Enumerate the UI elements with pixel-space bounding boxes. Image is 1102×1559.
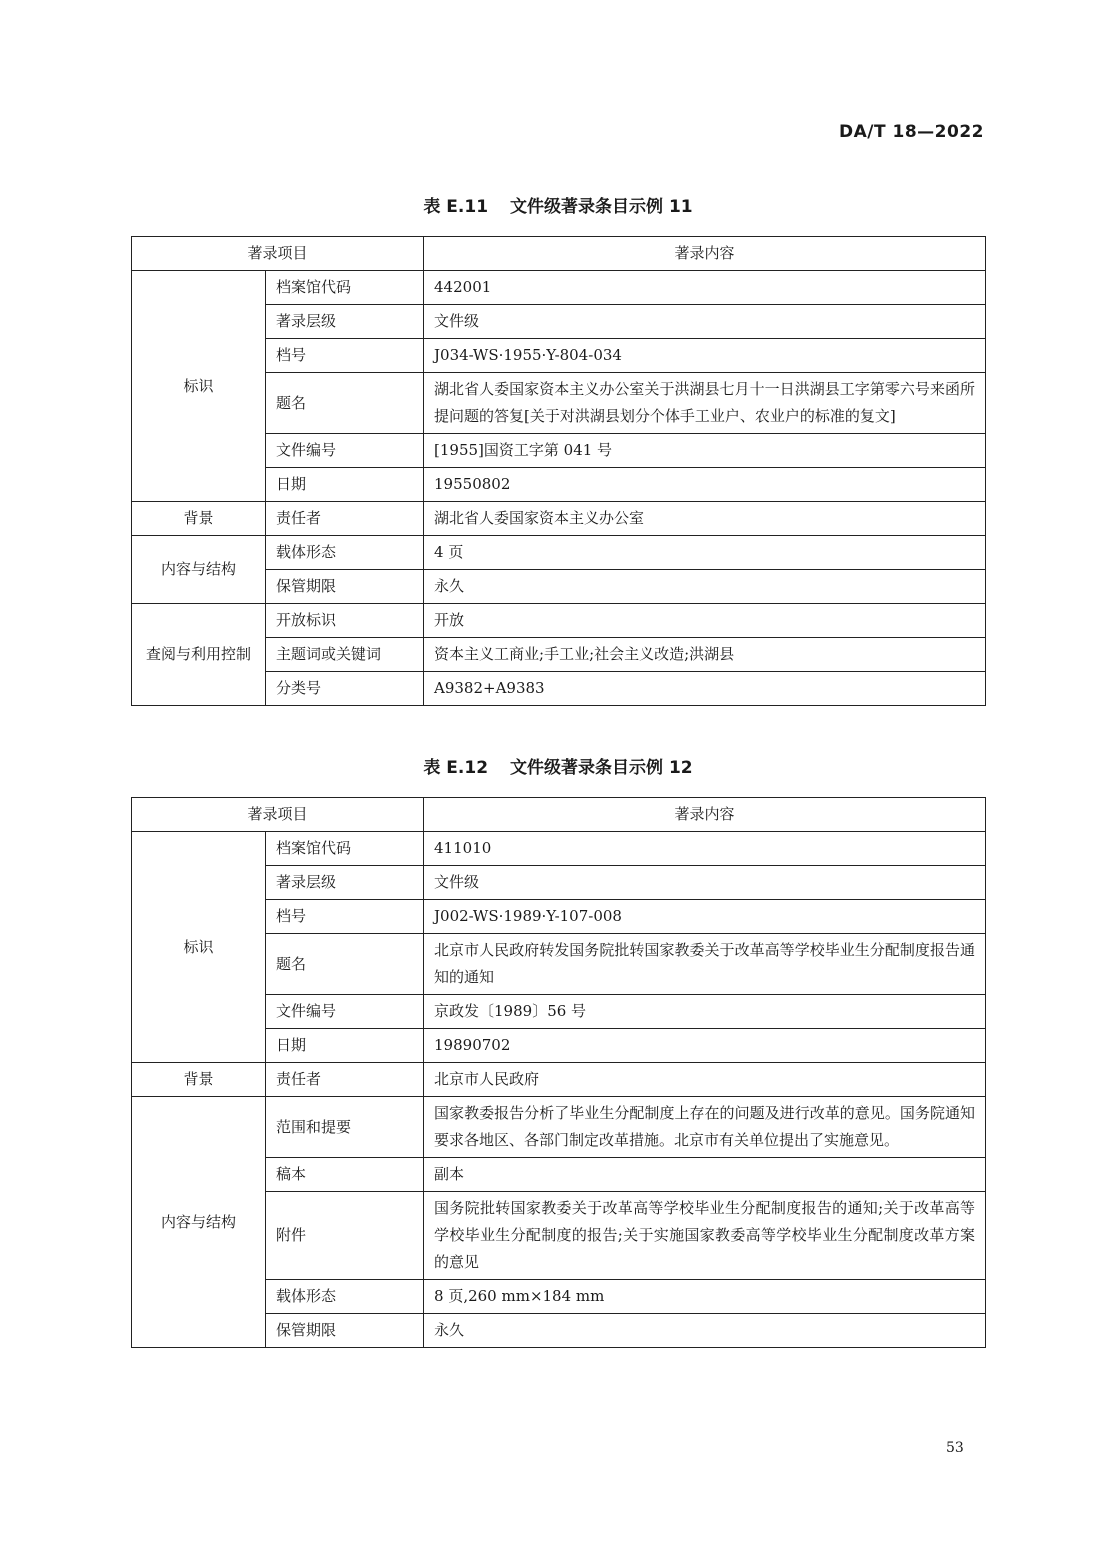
header-row [132,237,986,271]
field-cell: 责任者 [266,1063,424,1097]
value-cell: J002-WS·1989·Y-107-008 [424,900,986,934]
category-cell: 内容与结构 [132,1097,266,1348]
header-row [132,798,986,832]
value-cell: [1955]国资工字第 041 号 [424,434,986,468]
field-cell: 档号 [266,900,424,934]
field-cell: 档案馆代码 [266,271,424,305]
category-cell: 标识 [132,271,266,502]
field-cell: 文件编号 [266,995,424,1029]
table-row [132,271,986,305]
table-row [132,1063,986,1097]
field-cell: 稿本 [266,1158,424,1192]
value-cell: 京政发〔1989〕56 号 [424,995,986,1029]
category-cell: 背景 [132,1063,266,1097]
value-cell: J034-WS·1955·Y-804-034 [424,339,986,373]
field-cell: 载体形态 [266,1280,424,1314]
standard-code: DA/T 18—2022 [839,122,984,142]
table-row [132,502,986,536]
value-cell: 资本主义工商业;手工业;社会主义改造;洪湖县 [424,638,986,672]
category-cell: 查阅与利用控制 [132,604,266,706]
field-cell: 日期 [266,1029,424,1063]
value-cell: 永久 [424,1314,986,1348]
table-number: 表 E.12 [423,758,489,778]
value-cell: 湖北省人委国家资本主义办公室 [424,502,986,536]
category-cell: 背景 [132,502,266,536]
field-cell: 题名 [266,934,424,995]
value-cell: 文件级 [424,866,986,900]
field-cell: 责任者 [266,502,424,536]
field-cell: 主题词或关键词 [266,638,424,672]
field-cell: 日期 [266,468,424,502]
field-cell: 档号 [266,339,424,373]
value-cell: 411010 [424,832,986,866]
table-title-text: 文件级著录条目示例 12 [510,758,693,778]
value-cell: 国务院批转国家教委关于改革高等学校毕业生分配制度报告的通知;关于改革高等学校毕业生分配制度的报告;关于实施国家教委高等学校毕业生分配制度改革方案的意见 [424,1192,986,1280]
value-cell: 文件级 [424,305,986,339]
value-cell: 北京市人民政府转发国务院批转国家教委关于改革高等学校毕业生分配制度报告通知的通知 [424,934,986,995]
field-cell: 范围和提要 [266,1097,424,1158]
table-row [132,536,986,570]
column-header-content: 著录内容 [424,798,986,832]
column-header-content: 著录内容 [424,237,986,271]
value-cell: 8 页,260 mm×184 mm [424,1280,986,1314]
field-cell: 档案馆代码 [266,832,424,866]
value-cell: 4 页 [424,536,986,570]
column-header-item: 著录项目 [132,798,424,832]
table-row [132,1097,986,1158]
field-cell: 载体形态 [266,536,424,570]
field-cell: 著录层级 [266,866,424,900]
value-cell: 国家教委报告分析了毕业生分配制度上存在的问题及进行改革的意见。国务院通知要求各地区、各部门制定改革措施。北京市有关单位提出了实施意见。 [424,1097,986,1158]
page-number: 53 [946,1440,964,1456]
value-cell: 19550802 [424,468,986,502]
field-cell: 分类号 [266,672,424,706]
field-cell: 开放标识 [266,604,424,638]
table-row [132,832,986,866]
field-cell: 文件编号 [266,434,424,468]
value-cell: 442001 [424,271,986,305]
table-e12-title [131,753,985,778]
catalog-table-e11 [131,236,986,706]
field-cell: 附件 [266,1192,424,1280]
value-cell: 永久 [424,570,986,604]
table-e11-title [131,192,985,217]
field-cell: 题名 [266,373,424,434]
category-cell: 内容与结构 [132,536,266,604]
value-cell: 北京市人民政府 [424,1063,986,1097]
value-cell: 19890702 [424,1029,986,1063]
table-number: 表 E.11 [423,197,489,217]
field-cell: 保管期限 [266,570,424,604]
value-cell: 开放 [424,604,986,638]
value-cell: A9382+A9383 [424,672,986,706]
catalog-table-e12 [131,797,986,1348]
category-cell: 标识 [132,832,266,1063]
value-cell: 副本 [424,1158,986,1192]
column-header-item: 著录项目 [132,237,424,271]
value-cell: 湖北省人委国家资本主义办公室关于洪湖县七月十一日洪湖县工字第零六号来函所提问题的答复[关于对洪湖县划分个体手工业户、农业户的标准的复文] [424,373,986,434]
field-cell: 著录层级 [266,305,424,339]
table-title-text: 文件级著录条目示例 11 [510,197,693,217]
table-row [132,604,986,638]
field-cell: 保管期限 [266,1314,424,1348]
